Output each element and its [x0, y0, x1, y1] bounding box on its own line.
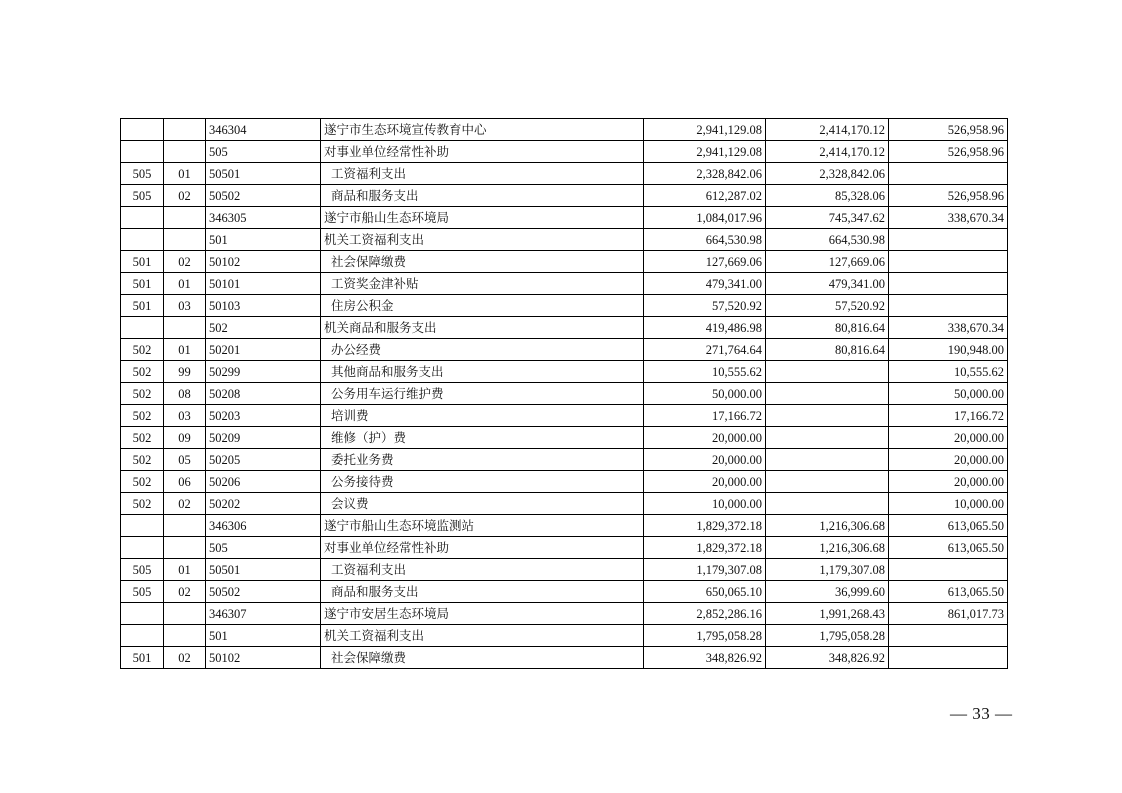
total-amount-cell: 650,065.10	[644, 581, 766, 603]
basic-expense-cell: 1,795,058.28	[766, 625, 889, 647]
basic-expense-cell	[766, 449, 889, 471]
basic-expense-cell: 745,347.62	[766, 207, 889, 229]
subject-name-cell: 维修（护）费	[321, 427, 644, 449]
item-code-cell: 02	[164, 581, 206, 603]
project-expense-cell: 17,166.72	[889, 405, 1008, 427]
table-row	[121, 559, 1008, 581]
project-expense-cell: 20,000.00	[889, 471, 1008, 493]
subject-name-cell: 办公经费	[321, 339, 644, 361]
total-amount-cell: 127,669.06	[644, 251, 766, 273]
project-expense-cell: 613,065.50	[889, 515, 1008, 537]
subject-code-cell: 50501	[206, 559, 321, 581]
table-row	[121, 229, 1008, 251]
table-row	[121, 141, 1008, 163]
project-expense-cell	[889, 559, 1008, 581]
subject-name-cell: 遂宁市船山生态环境局	[321, 207, 644, 229]
table-row	[121, 625, 1008, 647]
project-expense-cell: 10,000.00	[889, 493, 1008, 515]
table-row	[121, 119, 1008, 141]
subject-code-cell: 50103	[206, 295, 321, 317]
class-code-cell: 502	[121, 471, 164, 493]
table-row	[121, 647, 1008, 669]
item-code-cell: 03	[164, 295, 206, 317]
subject-code-cell: 50209	[206, 427, 321, 449]
subject-code-cell: 505	[206, 141, 321, 163]
basic-expense-cell: 85,328.06	[766, 185, 889, 207]
subject-code-cell: 50101	[206, 273, 321, 295]
table-row	[121, 515, 1008, 537]
total-amount-cell: 2,941,129.08	[644, 141, 766, 163]
project-expense-cell: 20,000.00	[889, 427, 1008, 449]
class-code-cell: 501	[121, 273, 164, 295]
basic-expense-cell	[766, 471, 889, 493]
subject-name-cell: 其他商品和服务支出	[321, 361, 644, 383]
subject-code-cell: 501	[206, 229, 321, 251]
table-row	[121, 185, 1008, 207]
project-expense-cell	[889, 229, 1008, 251]
item-code-cell: 02	[164, 493, 206, 515]
subject-code-cell: 50502	[206, 185, 321, 207]
subject-code-cell: 50299	[206, 361, 321, 383]
project-expense-cell	[889, 647, 1008, 669]
class-code-cell: 502	[121, 383, 164, 405]
total-amount-cell: 17,166.72	[644, 405, 766, 427]
table-row	[121, 471, 1008, 493]
basic-expense-cell: 479,341.00	[766, 273, 889, 295]
table-row	[121, 581, 1008, 603]
class-code-cell: 502	[121, 449, 164, 471]
subject-code-cell: 50502	[206, 581, 321, 603]
table-row	[121, 273, 1008, 295]
total-amount-cell: 479,341.00	[644, 273, 766, 295]
item-code-cell	[164, 207, 206, 229]
subject-code-cell: 50201	[206, 339, 321, 361]
class-code-cell: 502	[121, 427, 164, 449]
item-code-cell	[164, 119, 206, 141]
basic-expense-cell: 348,826.92	[766, 647, 889, 669]
basic-expense-cell	[766, 493, 889, 515]
project-expense-cell: 190,948.00	[889, 339, 1008, 361]
subject-code-cell: 346307	[206, 603, 321, 625]
item-code-cell: 01	[164, 339, 206, 361]
class-code-cell	[121, 317, 164, 339]
project-expense-cell	[889, 251, 1008, 273]
project-expense-cell: 338,670.34	[889, 317, 1008, 339]
basic-expense-cell	[766, 427, 889, 449]
table-row	[121, 361, 1008, 383]
subject-code-cell: 50206	[206, 471, 321, 493]
subject-code-cell: 50205	[206, 449, 321, 471]
table-row	[121, 537, 1008, 559]
basic-expense-cell	[766, 405, 889, 427]
class-code-cell	[121, 625, 164, 647]
item-code-cell	[164, 603, 206, 625]
class-code-cell: 502	[121, 339, 164, 361]
item-code-cell	[164, 141, 206, 163]
basic-expense-cell	[766, 361, 889, 383]
total-amount-cell: 50,000.00	[644, 383, 766, 405]
subject-name-cell: 工资奖金津补贴	[321, 273, 644, 295]
subject-name-cell: 对事业单位经常性补助	[321, 537, 644, 559]
table-body	[121, 119, 1008, 669]
subject-code-cell: 346304	[206, 119, 321, 141]
class-code-cell	[121, 229, 164, 251]
table-row	[121, 207, 1008, 229]
subject-code-cell: 50202	[206, 493, 321, 515]
item-code-cell: 02	[164, 185, 206, 207]
subject-name-cell: 机关工资福利支出	[321, 625, 644, 647]
project-expense-cell	[889, 163, 1008, 185]
item-code-cell	[164, 625, 206, 647]
basic-expense-cell: 1,216,306.68	[766, 537, 889, 559]
item-code-cell: 09	[164, 427, 206, 449]
page-number: — 33 —	[950, 704, 1013, 723]
basic-expense-cell: 2,328,842.06	[766, 163, 889, 185]
table-row	[121, 295, 1008, 317]
subject-name-cell: 机关商品和服务支出	[321, 317, 644, 339]
total-amount-cell: 2,852,286.16	[644, 603, 766, 625]
project-expense-cell: 613,065.50	[889, 537, 1008, 559]
budget-table	[120, 118, 1008, 669]
total-amount-cell: 20,000.00	[644, 427, 766, 449]
table-row	[121, 163, 1008, 185]
total-amount-cell: 1,084,017.96	[644, 207, 766, 229]
subject-code-cell: 346306	[206, 515, 321, 537]
class-code-cell: 505	[121, 559, 164, 581]
basic-expense-cell: 664,530.98	[766, 229, 889, 251]
subject-name-cell: 公务用车运行维护费	[321, 383, 644, 405]
class-code-cell: 505	[121, 185, 164, 207]
subject-name-cell: 委托业务费	[321, 449, 644, 471]
class-code-cell	[121, 119, 164, 141]
item-code-cell: 01	[164, 163, 206, 185]
subject-name-cell: 住房公积金	[321, 295, 644, 317]
total-amount-cell: 1,795,058.28	[644, 625, 766, 647]
total-amount-cell: 2,328,842.06	[644, 163, 766, 185]
subject-code-cell: 50102	[206, 251, 321, 273]
project-expense-cell: 338,670.34	[889, 207, 1008, 229]
total-amount-cell: 10,555.62	[644, 361, 766, 383]
item-code-cell: 06	[164, 471, 206, 493]
subject-name-cell: 商品和服务支出	[321, 185, 644, 207]
project-expense-cell: 613,065.50	[889, 581, 1008, 603]
basic-expense-cell: 1,991,268.43	[766, 603, 889, 625]
class-code-cell: 502	[121, 405, 164, 427]
class-code-cell	[121, 207, 164, 229]
class-code-cell: 501	[121, 647, 164, 669]
subject-name-cell: 工资福利支出	[321, 163, 644, 185]
total-amount-cell: 20,000.00	[644, 449, 766, 471]
total-amount-cell: 1,829,372.18	[644, 537, 766, 559]
project-expense-cell: 526,958.96	[889, 185, 1008, 207]
item-code-cell: 02	[164, 251, 206, 273]
project-expense-cell: 861,017.73	[889, 603, 1008, 625]
total-amount-cell: 2,941,129.08	[644, 119, 766, 141]
subject-name-cell: 机关工资福利支出	[321, 229, 644, 251]
project-expense-cell	[889, 625, 1008, 647]
item-code-cell	[164, 515, 206, 537]
basic-expense-cell: 2,414,170.12	[766, 119, 889, 141]
subject-code-cell: 50203	[206, 405, 321, 427]
total-amount-cell: 20,000.00	[644, 471, 766, 493]
subject-code-cell: 501	[206, 625, 321, 647]
basic-expense-cell: 2,414,170.12	[766, 141, 889, 163]
total-amount-cell: 57,520.92	[644, 295, 766, 317]
subject-code-cell: 505	[206, 537, 321, 559]
table-row	[121, 405, 1008, 427]
item-code-cell: 01	[164, 273, 206, 295]
total-amount-cell: 1,829,372.18	[644, 515, 766, 537]
total-amount-cell: 612,287.02	[644, 185, 766, 207]
item-code-cell	[164, 317, 206, 339]
class-code-cell: 502	[121, 493, 164, 515]
subject-name-cell: 社会保障缴费	[321, 647, 644, 669]
project-expense-cell	[889, 295, 1008, 317]
project-expense-cell: 526,958.96	[889, 141, 1008, 163]
item-code-cell: 08	[164, 383, 206, 405]
class-code-cell: 501	[121, 295, 164, 317]
class-code-cell: 505	[121, 163, 164, 185]
table-row	[121, 317, 1008, 339]
subject-name-cell: 遂宁市安居生态环境局	[321, 603, 644, 625]
project-expense-cell: 10,555.62	[889, 361, 1008, 383]
basic-expense-cell: 1,216,306.68	[766, 515, 889, 537]
basic-expense-cell	[766, 383, 889, 405]
subject-code-cell: 502	[206, 317, 321, 339]
subject-code-cell: 346305	[206, 207, 321, 229]
class-code-cell	[121, 537, 164, 559]
basic-expense-cell: 36,999.60	[766, 581, 889, 603]
class-code-cell: 502	[121, 361, 164, 383]
subject-code-cell: 50102	[206, 647, 321, 669]
project-expense-cell: 526,958.96	[889, 119, 1008, 141]
total-amount-cell: 664,530.98	[644, 229, 766, 251]
table-row	[121, 603, 1008, 625]
class-code-cell: 505	[121, 581, 164, 603]
subject-code-cell: 50501	[206, 163, 321, 185]
item-code-cell: 99	[164, 361, 206, 383]
basic-expense-cell: 57,520.92	[766, 295, 889, 317]
subject-name-cell: 遂宁市船山生态环境监测站	[321, 515, 644, 537]
basic-expense-cell: 80,816.64	[766, 317, 889, 339]
item-code-cell: 03	[164, 405, 206, 427]
total-amount-cell: 271,764.64	[644, 339, 766, 361]
total-amount-cell: 419,486.98	[644, 317, 766, 339]
subject-name-cell: 公务接待费	[321, 471, 644, 493]
project-expense-cell	[889, 273, 1008, 295]
subject-name-cell: 遂宁市生态环境宣传教育中心	[321, 119, 644, 141]
table-row	[121, 493, 1008, 515]
basic-expense-cell: 1,179,307.08	[766, 559, 889, 581]
item-code-cell: 02	[164, 647, 206, 669]
table-row	[121, 427, 1008, 449]
table-row	[121, 449, 1008, 471]
subject-name-cell: 培训费	[321, 405, 644, 427]
item-code-cell	[164, 229, 206, 251]
class-code-cell	[121, 141, 164, 163]
total-amount-cell: 348,826.92	[644, 647, 766, 669]
total-amount-cell: 10,000.00	[644, 493, 766, 515]
basic-expense-cell: 127,669.06	[766, 251, 889, 273]
basic-expense-cell: 80,816.64	[766, 339, 889, 361]
subject-name-cell: 工资福利支出	[321, 559, 644, 581]
table-row	[121, 251, 1008, 273]
subject-name-cell: 商品和服务支出	[321, 581, 644, 603]
class-code-cell: 501	[121, 251, 164, 273]
subject-name-cell: 会议费	[321, 493, 644, 515]
project-expense-cell: 20,000.00	[889, 449, 1008, 471]
subject-name-cell: 社会保障缴费	[321, 251, 644, 273]
item-code-cell: 01	[164, 559, 206, 581]
subject-code-cell: 50208	[206, 383, 321, 405]
class-code-cell	[121, 603, 164, 625]
subject-name-cell: 对事业单位经常性补助	[321, 141, 644, 163]
item-code-cell	[164, 537, 206, 559]
item-code-cell: 05	[164, 449, 206, 471]
class-code-cell	[121, 515, 164, 537]
total-amount-cell: 1,179,307.08	[644, 559, 766, 581]
table-row	[121, 383, 1008, 405]
project-expense-cell: 50,000.00	[889, 383, 1008, 405]
table-row	[121, 339, 1008, 361]
